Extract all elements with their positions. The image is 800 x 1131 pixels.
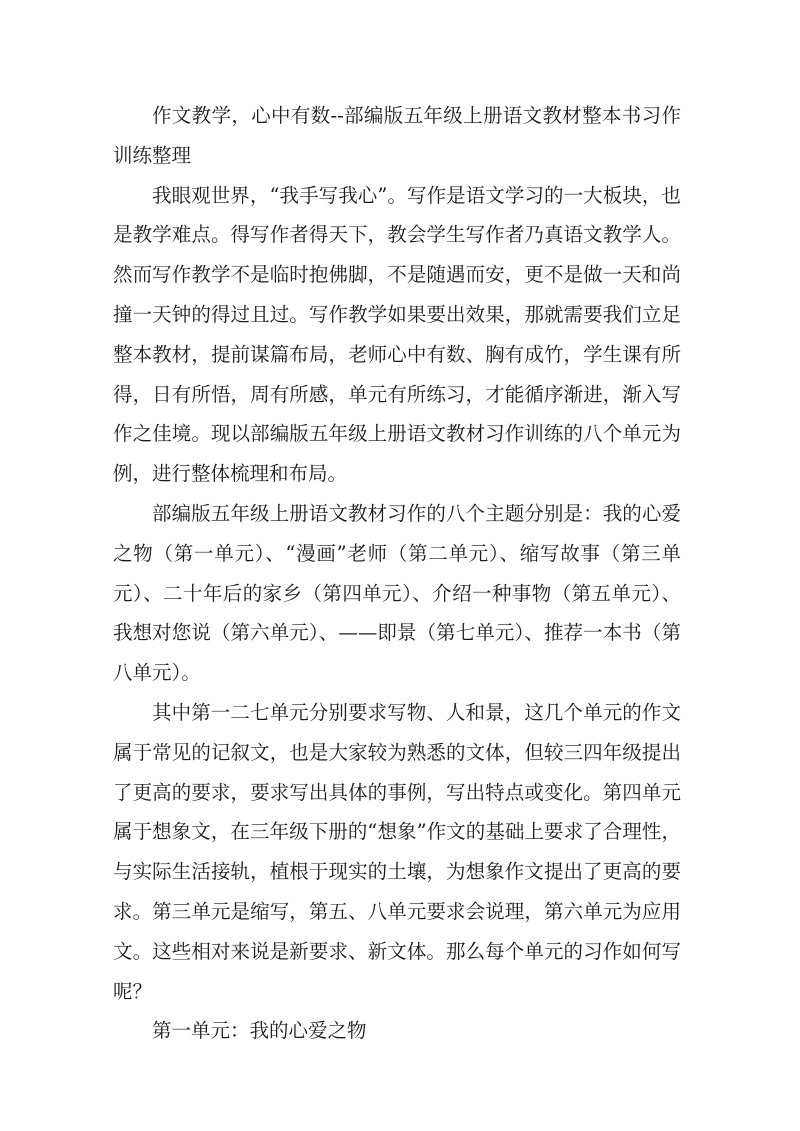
section-heading-unit-one: 第一单元：我的心爱之物	[152, 1019, 367, 1043]
document-title: 作文教学，心中有数--部编版五年级上册语文教材整本书习作训练整理	[113, 104, 681, 167]
paragraph-intro: 我眼观世界，“我手写我心”。写作是语文学习的一大板块，也是教学难点。得写作者得天下，教会学生写作者乃真语文教学人。然而写作教学不是临时抱佛脚，不是随遇而安，更不是做一天和尚撞一天钟的得过且过。写作教学如果要出效果，那就需要我们立足整本教材，提前谋篇布局，老师心中有数、胸有成竹，学生课有所得，日有所悟，周有所感，单元有所练习，才能循序渐进，渐入写作之佳境。现以部编版五年级上册语文教材习作训练的八个单元为例，进行整体梳理和布局。	[113, 183, 681, 486]
document-page	[113, 96, 681, 1051]
paragraph-themes: 部编版五年级上册语文教材习作的八个主题分别是：我的心爱之物（第一单元）、“漫画”老师（第二单元）、缩写故事（第三单元）、二十年后的家乡（第四单元）、介绍一种事物（第五单元）、我想对您说（第六单元）、——即景（第七单元）、推荐一本书（第八单元）。	[113, 501, 681, 685]
paragraph-analysis: 其中第一二七单元分别要求写物、人和景，这几个单元的作文属于常见的记叙文，也是大家较为熟悉的文体，但较三四年级提出了更高的要求，要求写出具体的事例，写出特点或变化。第四单元属于想象文，在三年级下册的“想象”作文的基础上要求了合理性，与实际生活接轨，植根于现实的土壤，为想象作文提出了更高的要求。第三单元是缩写，第五、八单元要求会说理，第六单元为应用文。这些相对来说是新要求、新文体。那么每个单元的习作如何写呢？	[113, 700, 681, 1003]
